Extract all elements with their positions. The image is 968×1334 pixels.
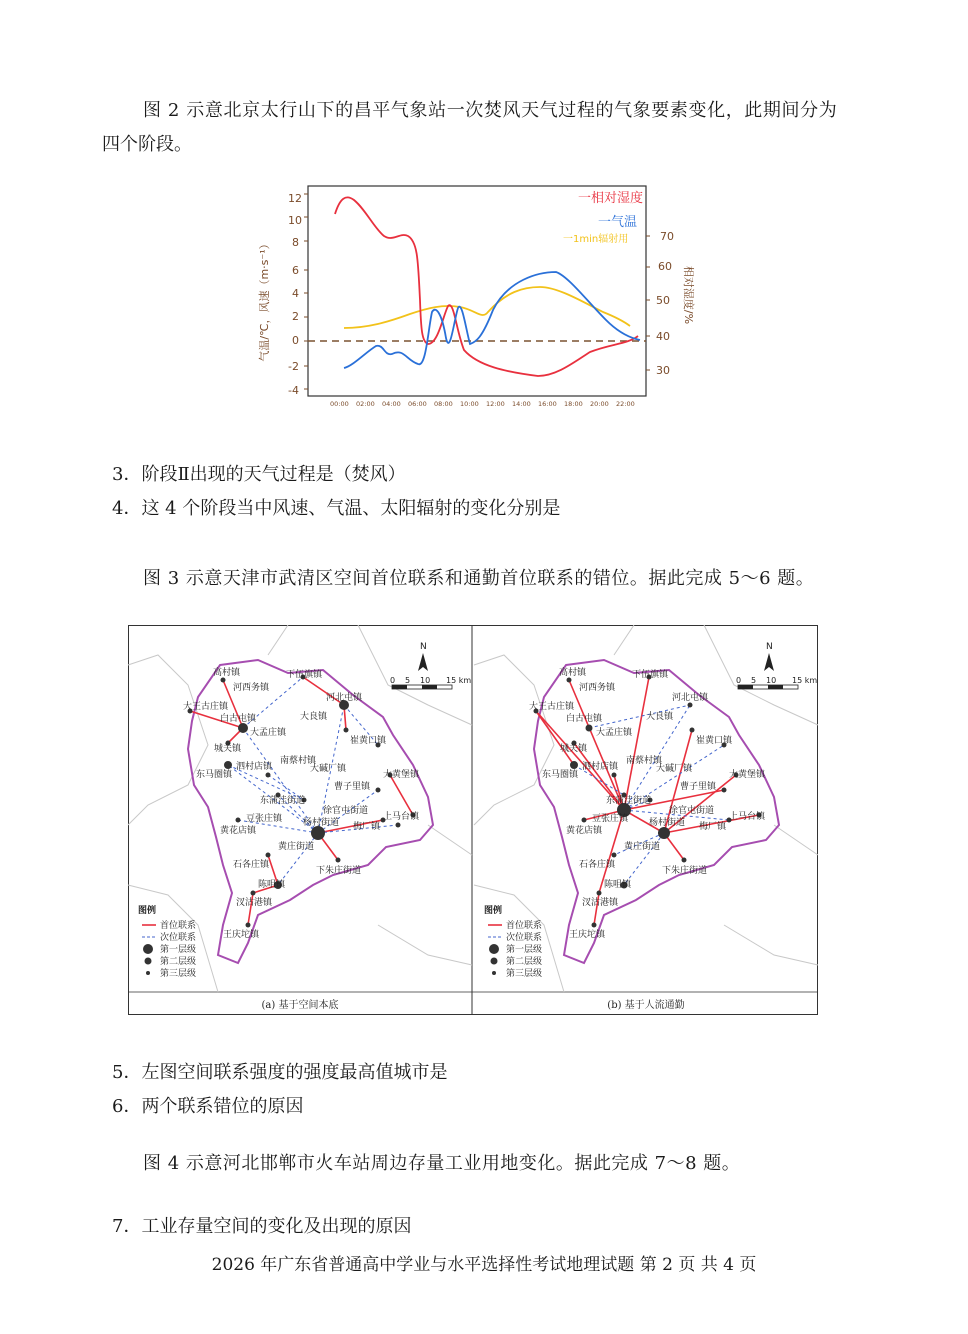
svg-text:04:00: 04:00 xyxy=(382,400,401,408)
question-3: 3．阶段Ⅱ出现的天气过程是（焚风） xyxy=(112,464,406,485)
town-label: 大王古庄镇 xyxy=(183,702,229,712)
town-label: 河西务镇 xyxy=(579,683,616,693)
svg-text:10:00: 10:00 xyxy=(460,400,479,408)
left-axis-label: 气温/℃，风速（m·s⁻¹） xyxy=(258,238,271,362)
town-label: 豆张庄镇 xyxy=(246,814,283,824)
svg-text:22:00: 22:00 xyxy=(616,400,635,408)
svg-text:图例: 图例 xyxy=(138,906,157,916)
temperature-series xyxy=(344,272,640,368)
svg-text:图例: 图例 xyxy=(484,906,503,916)
question-5: 5．左图空间联系强度的强度最高值城市是 xyxy=(112,1062,448,1083)
town-label: 杨村街道 xyxy=(303,818,340,828)
svg-text:N: N xyxy=(420,642,427,652)
town-label: 陈咀镇 xyxy=(604,880,632,890)
svg-text:15 km: 15 km xyxy=(446,676,472,685)
town-label: 王庆坨镇 xyxy=(223,930,260,940)
town-label: 下伍旗镇 xyxy=(286,670,323,680)
town-label: 城关镇 xyxy=(214,744,242,754)
town-label: 泗村店镇 xyxy=(236,762,273,772)
legend-temperature: 一气温 xyxy=(598,215,638,230)
svg-text:16:00: 16:00 xyxy=(538,400,557,408)
svg-text:首位联系: 首位联系 xyxy=(160,921,197,931)
town-label: 大碱厂镇 xyxy=(656,764,693,774)
left-tick: -2 xyxy=(288,360,299,373)
town-label: 东马圈镇 xyxy=(542,770,579,780)
plot-frame xyxy=(308,186,646,396)
svg-text:第三层级: 第三层级 xyxy=(506,969,543,979)
right-axis-label: 相对湿度/% xyxy=(682,265,695,325)
svg-text:20:00: 20:00 xyxy=(590,400,609,408)
town-label: 汊沽港镇 xyxy=(582,898,619,908)
town-label: 大黄堡镇 xyxy=(729,770,766,780)
town-label: 梅厂镇 xyxy=(699,822,727,832)
left-tick: 2 xyxy=(292,310,299,323)
left-tick: 8 xyxy=(292,236,299,249)
town-label: 黄花店镇 xyxy=(566,826,603,836)
figure-3-maps xyxy=(128,625,818,1015)
town-label: 王庆坨镇 xyxy=(569,930,606,940)
right-tick: 40 xyxy=(656,330,670,343)
town-label: 崔黄口镇 xyxy=(696,736,733,746)
page-footer: 2026 年广东省普通高中学业与水平选择性考试地理试题 第 2 页 共 4 页 xyxy=(211,1255,757,1275)
town-label: 黄庄街道 xyxy=(278,842,315,852)
svg-text:5: 5 xyxy=(405,676,411,685)
svg-text:15 km: 15 km xyxy=(792,676,818,685)
town-label: 高村镇 xyxy=(213,668,241,678)
town-label: 东蒲洼街道 xyxy=(606,796,652,806)
svg-text:12:00: 12:00 xyxy=(486,400,505,408)
left-tick: 12 xyxy=(288,192,302,205)
town-label: 东蒲洼街道 xyxy=(260,796,306,806)
svg-text:18:00: 18:00 xyxy=(564,400,583,408)
town-label: 曹子里镇 xyxy=(680,782,717,792)
svg-text:第一层级: 第一层级 xyxy=(160,945,197,955)
town-label: 大良镇 xyxy=(300,712,328,722)
svg-text:08:00: 08:00 xyxy=(434,400,453,408)
svg-text:首位联系: 首位联系 xyxy=(506,921,543,931)
town-label: 黄花店镇 xyxy=(220,826,257,836)
svg-text:N: N xyxy=(766,642,773,652)
town-label: 白古屯镇 xyxy=(220,714,257,724)
town-label: 下朱庄街道 xyxy=(662,866,708,876)
town-label: 石各庄镇 xyxy=(233,860,270,870)
town-label: 河西务镇 xyxy=(233,683,270,693)
town-label: 大碱厂镇 xyxy=(310,764,347,774)
svg-text:10: 10 xyxy=(420,676,431,685)
svg-text:0: 0 xyxy=(390,676,396,685)
town-label: 曹子里镇 xyxy=(334,782,371,792)
svg-text:第三层级: 第三层级 xyxy=(160,969,197,979)
panel-b-caption: (b) 基于人流通勤 xyxy=(607,1000,685,1011)
svg-text:14:00: 14:00 xyxy=(512,400,531,408)
town-label: 汊沽港镇 xyxy=(236,898,273,908)
svg-text:00:00: 00:00 xyxy=(330,400,349,408)
svg-text:次位联系: 次位联系 xyxy=(160,933,197,943)
intro-fig4: 图 4 示意河北邯郸市火车站周边存量工业用地变化。据此完成 7～8 题。 xyxy=(143,1153,741,1174)
town-label: 黄庄街道 xyxy=(624,842,661,852)
intro-fig2-line1: 图 2 示意北京太行山下的昌平气象站一次焚风天气过程的气象要素变化，此期间分为 xyxy=(143,100,838,121)
intro-fig2-line2: 四个阶段。 xyxy=(102,134,192,155)
left-tick: -4 xyxy=(288,384,299,397)
town-label: 石各庄镇 xyxy=(579,860,616,870)
town-label: 河北屯镇 xyxy=(672,693,709,703)
figure-2-chart xyxy=(238,180,695,412)
question-6: 6．两个联系错位的原因 xyxy=(112,1096,304,1117)
town-label: 下朱庄街道 xyxy=(316,866,362,876)
humidity-series xyxy=(335,197,638,376)
town-label: 东马圈镇 xyxy=(196,770,233,780)
panel-a-caption: (a) 基于空间本底 xyxy=(261,1000,339,1011)
svg-text:0: 0 xyxy=(736,676,742,685)
left-tick: 0 xyxy=(292,334,299,347)
town-label: 大孟庄镇 xyxy=(250,728,287,738)
svg-text:5: 5 xyxy=(751,676,757,685)
town-label: 大黄堡镇 xyxy=(383,770,420,780)
town-label: 豆张庄镇 xyxy=(592,814,629,824)
town-label: 大王古庄镇 xyxy=(529,702,575,712)
town-label: 泗村店镇 xyxy=(582,762,619,772)
radiation-series xyxy=(344,287,630,328)
town-label: 高村镇 xyxy=(559,668,587,678)
town-label: 大孟庄镇 xyxy=(596,728,633,738)
town-label: 上马台镇 xyxy=(729,812,766,822)
town-label: 白古屯镇 xyxy=(566,714,603,724)
svg-text:10: 10 xyxy=(766,676,777,685)
x-ticks xyxy=(330,400,635,408)
intro-fig3: 图 3 示意天津市武清区空间首位联系和通勤首位联系的错位。据此完成 5～6 题。 xyxy=(143,568,815,589)
svg-text:第二层级: 第二层级 xyxy=(160,957,197,967)
left-tick: 4 xyxy=(292,287,299,300)
svg-text:第一层级: 第一层级 xyxy=(506,945,543,955)
right-tick: 50 xyxy=(656,294,670,307)
town-label: 南蔡村镇 xyxy=(280,756,317,766)
town-label: 梅厂镇 xyxy=(353,822,381,832)
town-label: 下伍旗镇 xyxy=(632,670,669,680)
question-4: 4．这 4 个阶段当中风速、气温、太阳辐射的变化分别是 xyxy=(112,498,561,519)
town-label: 上马台镇 xyxy=(383,812,420,822)
question-7: 7．工业存量空间的变化及出现的原因 xyxy=(112,1216,412,1237)
right-tick: 70 xyxy=(660,230,674,243)
left-tick: 6 xyxy=(292,264,299,277)
town-label: 杨村街道 xyxy=(649,818,686,828)
town-label: 徐官屯街道 xyxy=(323,806,369,816)
town-label: 陈咀镇 xyxy=(258,880,286,890)
svg-text:第二层级: 第二层级 xyxy=(506,957,543,967)
town-label: 河北屯镇 xyxy=(326,693,363,703)
legend-humidity: 一相对湿度 xyxy=(578,191,644,206)
town-label: 城关镇 xyxy=(560,744,588,754)
town-label: 南蔡村镇 xyxy=(626,756,663,766)
legend-radiation: 一1min辐射用 xyxy=(563,234,629,245)
svg-text:次位联系: 次位联系 xyxy=(506,933,543,943)
svg-text:06:00: 06:00 xyxy=(408,400,427,408)
svg-text:02:00: 02:00 xyxy=(356,400,375,408)
town-label: 大良镇 xyxy=(646,712,674,722)
left-tick: 10 xyxy=(288,214,302,227)
right-tick: 30 xyxy=(656,364,670,377)
town-label: 崔黄口镇 xyxy=(350,736,387,746)
town-label: 徐官屯街道 xyxy=(669,806,715,816)
right-tick: 60 xyxy=(658,260,672,273)
